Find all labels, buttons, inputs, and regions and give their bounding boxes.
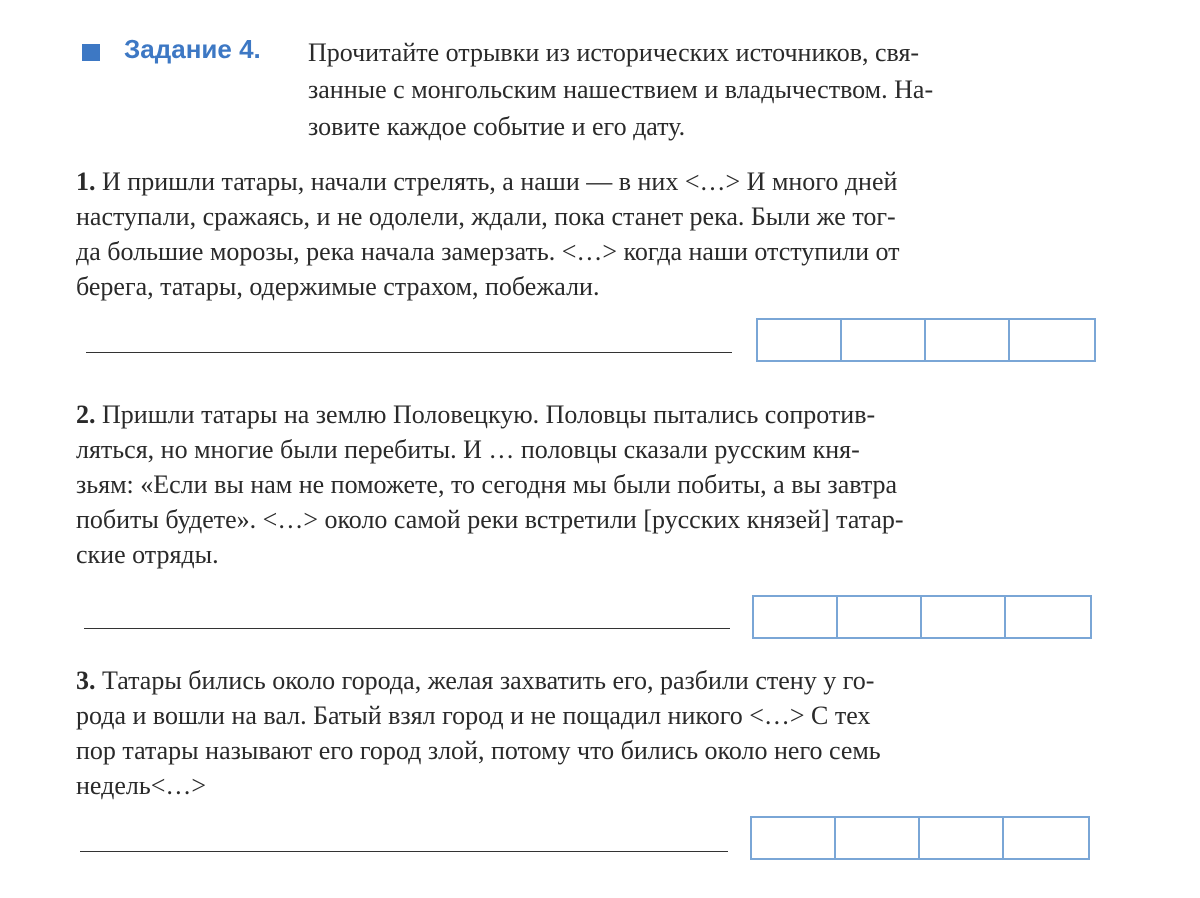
excerpt-line [76, 663, 1108, 698]
excerpt-number: 1. [76, 167, 96, 196]
date-digit-box[interactable] [1004, 818, 1088, 858]
excerpt-3 [76, 663, 1108, 803]
excerpt-line: берега, татары, одержимые страхом, побежали. [76, 272, 600, 301]
excerpt-line: да большие морозы, река начала замерзать. <…> когда наши отступили от [76, 237, 900, 266]
excerpt-line: недель<…> [76, 771, 207, 800]
excerpt-line [76, 164, 1108, 199]
event-answer-line-1[interactable] [86, 352, 732, 353]
excerpt-number: 3. [76, 666, 96, 695]
date-digit-box[interactable] [758, 320, 842, 360]
date-digit-box[interactable] [754, 597, 838, 637]
task-instructions [308, 34, 1108, 145]
date-digit-box[interactable] [842, 320, 926, 360]
instruction-line: зовите каждое событие и его дату. [308, 112, 686, 141]
date-digit-box[interactable] [926, 320, 1010, 360]
date-digit-box[interactable] [920, 818, 1004, 858]
excerpt-text: И пришли татары, начали стрелять, а наши — в них <…> И много дней [95, 167, 898, 196]
excerpt-text: Татары бились около города, желая захватить его, разбили стену у го- [95, 666, 875, 695]
event-answer-line-3[interactable] [80, 851, 728, 852]
square-bullet-icon [82, 44, 100, 61]
event-answer-line-2[interactable] [84, 628, 730, 629]
excerpt-line: побиты будете». <…> около самой реки встретили [русских князей] татар- [76, 505, 904, 534]
task-label: Задание 4. [124, 34, 261, 64]
excerpt-line: рода и вошли на вал. Батый взял город и не пощадил никого <…> С тех [76, 701, 871, 730]
date-digit-box[interactable] [1010, 320, 1094, 360]
excerpt-line: ские отряды. [76, 540, 219, 569]
date-digit-box[interactable] [836, 818, 920, 858]
excerpt-line: наступали, сражаясь, и не одолели, ждали, пока станет река. Были же тог- [76, 202, 896, 231]
excerpt-1 [76, 164, 1108, 304]
date-boxes-2 [752, 595, 1092, 639]
excerpt-line: зьям: «Если вы нам не поможете, то сегодня мы были побиты, а вы завтра [76, 470, 898, 499]
excerpt-number: 2. [76, 400, 96, 429]
excerpt-line: ляться, но многие были перебиты. И … половцы сказали русским кня- [76, 435, 860, 464]
date-boxes-1 [756, 318, 1096, 362]
date-digit-box[interactable] [922, 597, 1006, 637]
excerpt-2 [76, 397, 1108, 572]
date-boxes-3 [750, 816, 1090, 860]
date-digit-box[interactable] [752, 818, 836, 858]
date-digit-box[interactable] [838, 597, 922, 637]
instruction-line: Прочитайте отрывки из исторических источников, свя- [308, 38, 920, 67]
excerpt-line [76, 397, 1108, 432]
instruction-line: занные с монгольским нашествием и владычеством. На- [308, 75, 934, 104]
excerpt-line: пор татары называют его город злой, потому что бились около него семь [76, 736, 881, 765]
excerpt-text: Пришли татары на землю Половецкую. Половцы пытались сопротив- [95, 400, 876, 429]
date-digit-box[interactable] [1006, 597, 1090, 637]
